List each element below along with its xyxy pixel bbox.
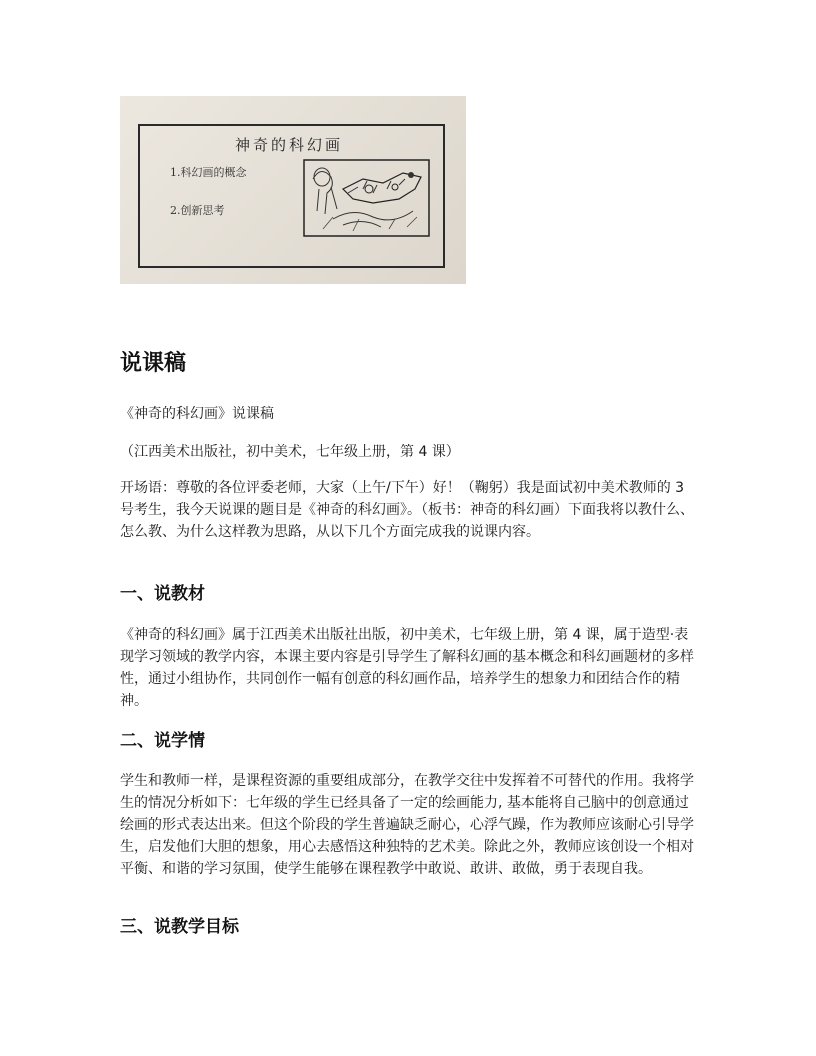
board-title: 神奇的科幻画 — [235, 136, 344, 154]
section-textbook-title: 一、说教材 — [120, 584, 205, 604]
section-textbook-text: 《神奇的科幻画》属于江西美术出版社出版，初中美术，七年级上册，第 4 课，属于造型·表现学习领域的教学内容，本课主要内容是引导学生了解科幻画的基本概念和科幻画题材的多样性，通过小组协作，共同创作一幅有创意的科幻画作品，培养学生的想象力和团结合作的精神。 — [120, 627, 694, 709]
blackboard-sketch-photo — [120, 96, 466, 284]
opening-paragraph: 开场语：尊敬的各位评委老师，大家（上午/下午）好！（鞠躬）我是面试初中美术教师的 3 号考生，我今天说课的题目是《神奇的科幻画》。（板书：神奇的科幻画）下面我将以教什么、怎么教、为什么这样教为思路，从以下几个方面完成我的说课内容。 — [120, 480, 694, 540]
board-item-innovation: 2.创新思考 — [170, 204, 225, 217]
section-students-text: 学生和教师一样，是课程资源的重要组成部分，在教学交往中发挥着不可替代的作用。我将学生的情况分析如下：七年级的学生已经具备了一定的绘画能力, 基本能将自己脑中的创意通过绘画的形式表达出来。但这个阶段的学生普遍缺乏耐心，心浮气躁，作为教师应该耐心引导学生，启发他们大胆的想象，用心去感悟这种独特的艺术美。除此之外，教师应该创设一个相对平衡、和谐的学习氛围，使学生能够在课程教学中敢说、敢讲、敢做，勇于表现自我。 — [120, 773, 694, 877]
page-heading: 说课稿 — [120, 351, 187, 376]
scifi-sketch-drawing — [303, 159, 430, 237]
publisher-info: （江西美术出版社，初中美术，七年级上册，第 4 课） — [120, 444, 460, 460]
document-subtitle: 《神奇的科幻画》说课稿 — [120, 406, 274, 422]
section-objectives-title: 三、说教学目标 — [120, 917, 239, 937]
section-students-title: 二、说学情 — [120, 731, 205, 751]
board-item-concept: 1.科幻画的概念 — [170, 166, 247, 179]
board-frame — [138, 124, 445, 268]
